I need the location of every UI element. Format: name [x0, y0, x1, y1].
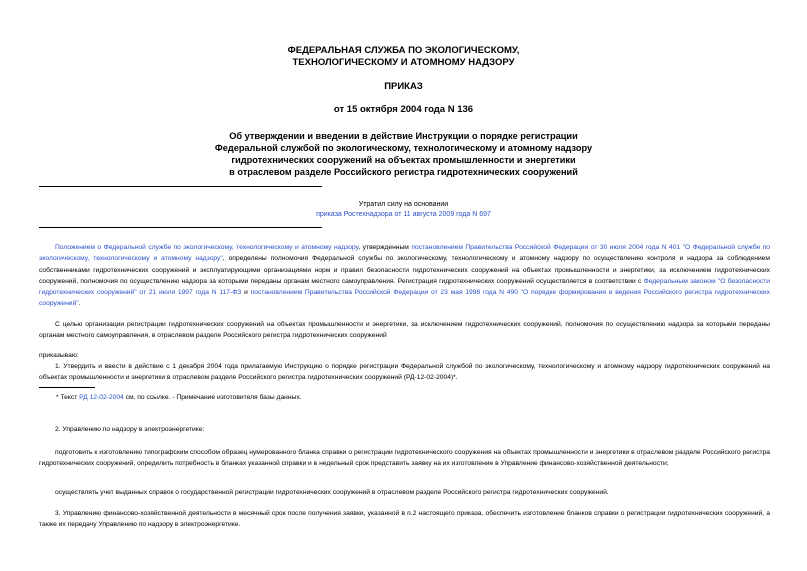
rd-12-02-2004-link[interactable]: РД 12-02-2004	[79, 394, 124, 401]
order-item-2: 2. Управлению по надзору в электроэнергетике:	[55, 426, 205, 433]
footnote: * Текст РД 12-02-2004 см. по ссылке. - Примечание изготовителя базы данных.	[56, 394, 302, 401]
document-date: от 15 октября 2004 года N 136	[333, 104, 474, 115]
footnote-separator	[39, 387, 95, 388]
purpose-paragraph: С целью организации регистрации гидротехнических сооружений на объектах промышленности и энергетики, за исключением гидротехнических сооружений, полномочия по осуществлению надзора за которыми переданы органам местного самоуправления, в отраслевом разделе Российского регистра гидротехнических сооружений	[39, 321, 770, 340]
bottom-separator	[39, 227, 322, 228]
agency-name-line2: ТЕХНОЛОГИЧЕСКОМУ И АТОМНОМУ НАДЗОРУ	[292, 57, 515, 68]
government-decree-401-link[interactable]: постановлением Правительства Российской Федерации от 30 июля 2004 года N 401 "О Федеральной службе по экологическому, технологическому и атомному надзору"	[39, 244, 770, 263]
order-title-line4: в отраслевом разделе Российского регистра гидротехнических сооружений	[229, 167, 578, 177]
status-note-label: Утратил силу на основании	[358, 201, 449, 208]
order-item-2-subpoint-2: осуществлять учет выданных справок о государственной регистрации гидротехнических сооружений в отраслевом разделе Российского регистра гидротехнических сооружений.	[55, 489, 609, 496]
preamble-paragraph: Положением о Федеральной службе по экологическому, технологическому и атомному надзору, утвержденным постановлением Правительства Российской Федерации от 30 июля 2004 года N 401 "О Федеральной службе по экологическому, технологическому и атомному надзору", определены полномочия Федеральной службы по экологическому, технологическому и атомному надзору по осуществлению контроля и надзора за соблюдением собственниками гидротехнических сооружений и эксплуатирующими организациями норм и правил безопасности гидротехнических сооружений на объектах промышленности и энергетики, за исключением гидротехнических сооружений, полномочия по осуществлению надзора за которыми переданы органам местного самоуправления. Регистрация гидротехнических сооружений осуществляется в соответствии с Федеральным законом "О безопасности гидротехнических сооружений" от 21 июля 1997 года N 117-ФЗ и постановлением Правительства Российской Федерации от 23 мая 1998 года N 490 "О порядке формирования и ведения Российского регистра гидротехнических сооружений".	[39, 244, 771, 308]
document-type: ПРИКАЗ	[384, 81, 423, 92]
agency-name-line1: ФЕДЕРАЛЬНАЯ СЛУЖБА ПО ЭКОЛОГИЧЕСКОМУ,	[287, 45, 520, 56]
status-note-line	[0, 210, 807, 220]
order-title-line3: гидротехнических сооружений на объектах промышленности и энергетики	[231, 155, 576, 165]
order-word: приказываю:	[39, 352, 79, 359]
regulation-link[interactable]: Положением о Федеральной службе по экологическому, технологическому и атомному надзору	[55, 244, 359, 251]
order-title-line2: Федеральной службой по экологическому, технологическому и атомному надзору	[214, 143, 593, 153]
federal-law-117-link[interactable]: Федеральным законом "О безопасности гидротехнических сооружений" от 21 июля 1997 года N 117-ФЗ	[39, 277, 770, 297]
order-item-2-subpoint-1: подготовить к изготовлению типографским способом образец нумерованного бланка справки о регистрации гидротехнического сооружения на объектах промышленности и энергетики в отраслевом разделе Российского регистра гидротехнических сооружений, определить потребность в бланках указанной справки и в недельный срок представить заявку на их изготовление в Управление финансово-хозяйственной деятельности;	[39, 449, 770, 468]
order-item-3: 3. Управлению финансово-хозяйственной деятельности в месячный срок после получения заявки, указанной в п.2 настоящего приказа, обеспечить изготовление бланков справки о регистрации гидротехнических сооружений, а также их передачу Управлению по надзору в электроэнергетике.	[39, 510, 770, 529]
government-decree-490-link[interactable]: постановлением Правительства Российской Федерации от 23 мая 1998 года N 490 "О порядке формирования и ведения Российского регистра гидротехнических сооружений"	[39, 289, 771, 308]
order-title-line1: Об утверждении и введении в действие Инструкции о порядке регистрации	[229, 131, 578, 141]
repeal-order-link[interactable]: приказа Ростехнадзора от 11 августа 2009 года N 697	[316, 211, 491, 218]
top-separator	[39, 186, 322, 187]
order-item-1: 1. Утвердить и ввести в действие с 1 декабря 2004 года прилагаемую Инструкцию о порядке регистрации Федеральной службой по экологическому, технологическому и атомному надзору гидротехнических сооружений на объектах промышленности и энергетики в отраслевом разделе Российского регистра гидротехнических сооружений (РД-12-02-2004)*.	[39, 363, 770, 382]
